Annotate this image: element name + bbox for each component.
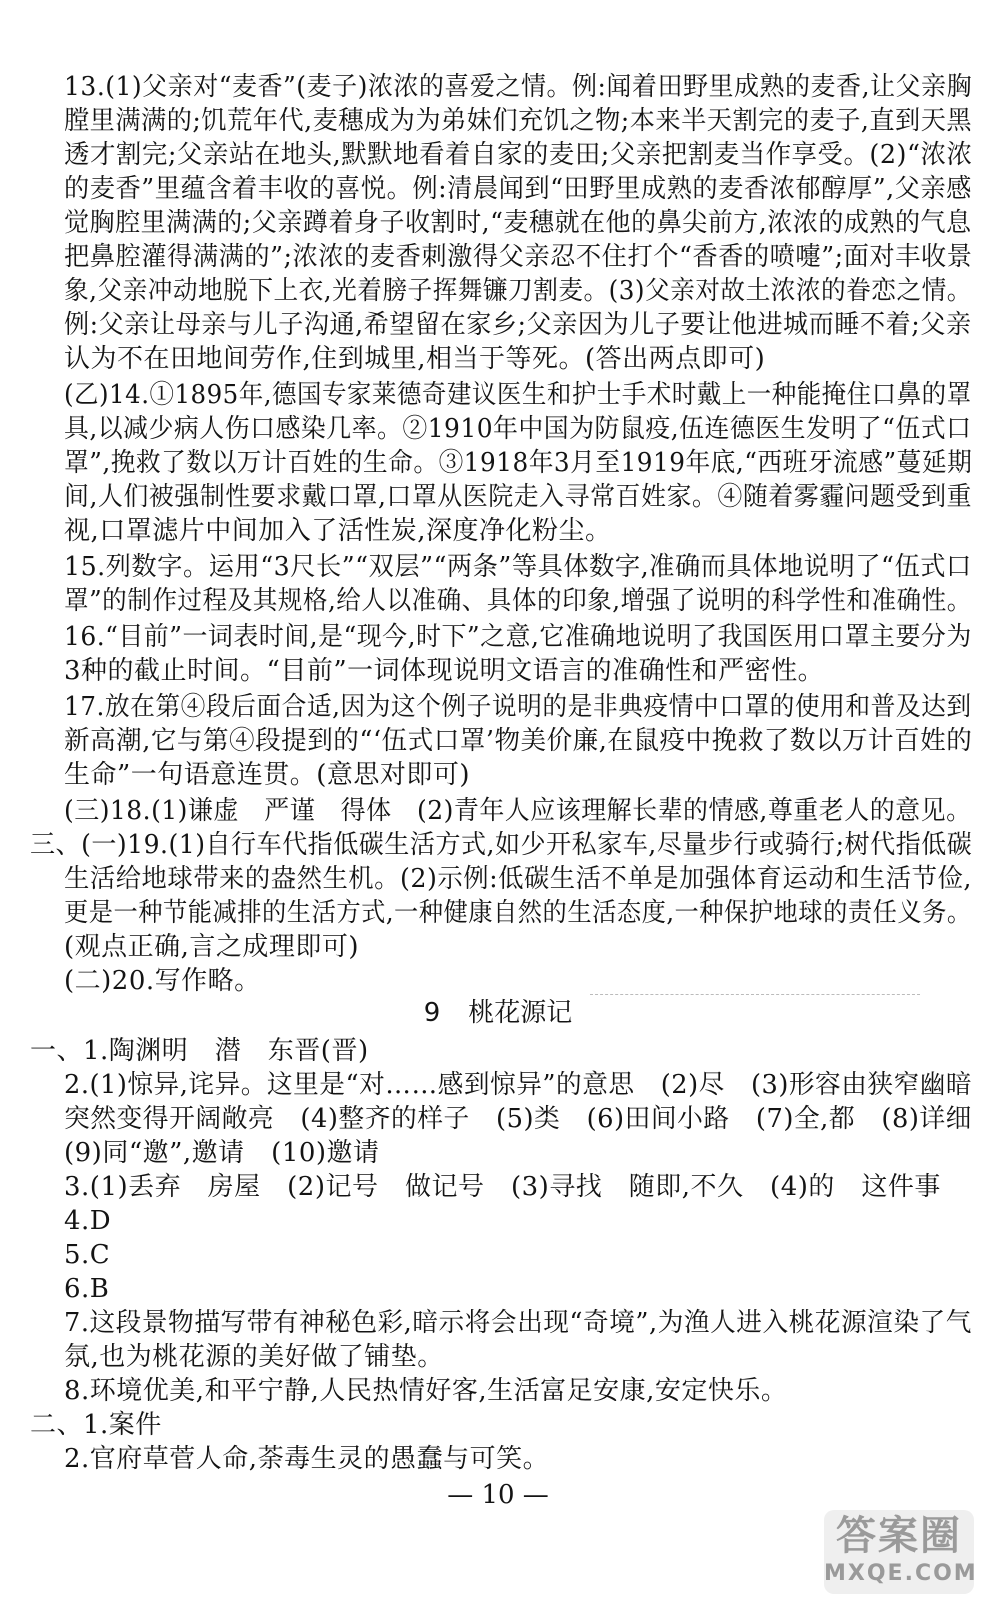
text-line: 例:父亲让母亲与儿子沟通,希望留在家乡;父亲因为儿子要让他进城而睡不着;父亲 (64, 310, 972, 340)
text-line: 突然变得开阔敞亮 (4)整齐的样子 (5)类 (6)田间小路 (7)全,都 (8)详细 (64, 1104, 972, 1134)
text-line: 象,父亲冲动地脱下上衣,光着膀子挥舞镰刀割麦。(3)父亲对故土浓浓的眷恋之情。 (64, 276, 972, 306)
section-name: 桃花源记 (468, 998, 573, 1028)
watermark-logo (824, 1510, 978, 1594)
text-line: 更是一种节能减排的生活方式,一种健康自然的生活态度,一种保护地球的责任义务。 (64, 898, 972, 928)
section-number: 9 (423, 998, 441, 1028)
text-line: 13.(1)父亲对“麦香”(麦子)浓浓的喜爱之情。例:闻着田野里成熟的麦香,让父亲胸 (64, 72, 973, 102)
text-line: 具,以减少病人伤口感染几率。②1910年中国为防鼠疫,伍连德医生发明了“伍式口 (64, 414, 972, 444)
text-line: 罩”,挽救了数以万计百姓的生命。③1918年3月至1919年底,“西班牙流感”蔓延期 (64, 448, 973, 478)
text-line: 觉胸腔里满满的;父亲蹲着身子收割时,“麦穗就在他的鼻尖前方,浓浓的成熟的气息 (64, 208, 972, 238)
text-line: 3种的截止时间。“目前”一词体现说明文语言的准确性和严密性。 (64, 656, 825, 686)
text-line: 透才割完;父亲站在地头,默默地看着自家的麦田;父亲把割麦当作享受。(2)“浓浓 (64, 140, 973, 170)
text-line: 8.环境优美,和平宁静,人民热情好客,生活富足安康,安定快乐。 (64, 1376, 788, 1406)
text-line: 二、1.案件 (30, 1410, 162, 1440)
text-line: 2.(1)惊异,诧异。这里是“对……感到惊异”的意思 (2)尽 (3)形容由狭窄幽暗 (64, 1070, 973, 1100)
page-number: — 10 — (447, 1480, 549, 1510)
text-line: (乙)14.①1895年,德国专家莱德奇建议医生和护士手术时戴上一种能掩住口鼻的罩 (64, 380, 972, 410)
text-line: 生命”一句语意连贯。(意思对即可) (64, 760, 471, 790)
text-line: 2.官府草菅人命,荼毒生灵的愚蠢与可笑。 (64, 1444, 550, 1474)
text-line: 间,人们被强制性要求戴口罩,口罩从医院走入寻常百姓家。④随着雾霾问题受到重 (64, 482, 972, 512)
text-line: 罩”的制作过程及其规格,给人以准确、具体的印象,增强了说明的科学性和准确性。 (64, 586, 972, 616)
text-line: 生活给地球带来的盎然生机。(2)示例:低碳生活不单是加强体育运动和生活节俭, (64, 864, 972, 894)
text-line: (观点正确,言之成理即可) (64, 932, 360, 962)
text-line: 6.B (64, 1274, 110, 1304)
text-line: 17.放在第④段后面合适,因为这个例子说明的是非典疫情中口罩的使用和普及达到 (64, 692, 972, 722)
text-line: 认为不在田地间劳作,住到城里,相当于等死。(答出两点即可) (64, 344, 766, 374)
title-divider (590, 994, 920, 995)
watermark-url: MXQE.COM (824, 1561, 978, 1586)
watermark-logo-text: 答案圈 (836, 1513, 962, 1559)
text-line: (二)20.写作略。 (64, 966, 261, 996)
text-line: 5.C (64, 1240, 111, 1270)
text-line: 膛里满满的;饥荒年代,麦穗成为为弟妹们充饥之物;本来半天割完的麦子,直到天黑 (64, 106, 973, 136)
text-line: 16.“目前”一词表时间,是“现今,时下”之意,它准确地说明了我国医用口罩主要分为 (64, 622, 972, 652)
text-line: 氛,也为桃花源的美好做了铺垫。 (64, 1342, 444, 1372)
text-line: (三)18.(1)谦虚 严谨 得体 (2)青年人应该理解长辈的情感,尊重老人的意见。 (64, 796, 972, 826)
text-line: 15.列数字。运用“3尺长”“双层”“两条”等具体数字,准确而具体地说明了“伍式口 (64, 552, 972, 582)
text-line: 新高潮,它与第④段提到的“‘伍式口罩’物美价廉,在鼠疫中挽救了数以万计百姓的 (64, 726, 973, 756)
text-line: 把鼻腔灌得满满的”;浓浓的麦香刺激得父亲忍不住打个“香香的喷嚏”;面对丰收景 (64, 242, 973, 272)
section-title (0, 996, 996, 1030)
text-line: 视,口罩滤片中间加入了活性炭,深度净化粉尘。 (64, 516, 612, 546)
text-line: 三、(一)19.(1)自行车代指低碳生活方式,如少开私家车,尽量步行或骑行;树代指低碳 (30, 830, 973, 860)
text-line: 的麦香”里蕴含着丰收的喜悦。例:清晨闻到“田野里成熟的麦香浓郁醇厚”,父亲感 (64, 174, 972, 204)
text-line: (9)同“邀”,邀请 (10)邀请 (64, 1138, 380, 1168)
text-line: 3.(1)丢弃 房屋 (2)记号 做记号 (3)寻找 随即,不久 (4)的 这件事 (64, 1172, 941, 1202)
text-line: 4.D (64, 1206, 112, 1236)
text-line: 一、1.陶渊明 潜 东晋(晋) (30, 1036, 369, 1066)
text-line: 7.这段景物描写带有神秘色彩,暗示将会出现“奇境”,为渔人进入桃花源渲染了气 (64, 1308, 972, 1338)
